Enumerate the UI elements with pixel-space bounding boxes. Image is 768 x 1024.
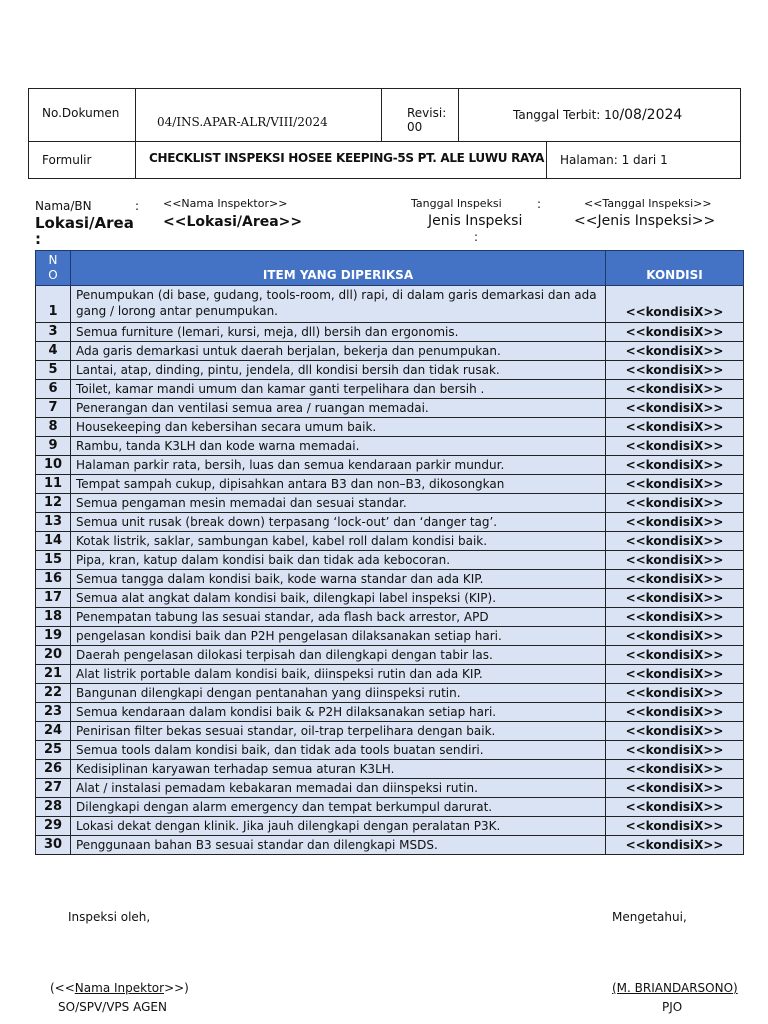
row-number: 30 [36,836,71,855]
row-number: 29 [36,817,71,836]
table-row [36,779,744,798]
row-item: Lantai, atap, dinding, pintu, jendela, dll kondisi bersih dan tidak rusak. [71,361,606,380]
row-condition: <<kondisiX>> [606,684,744,703]
row-item: Kotak listrik, saklar, sambungan kabel, kabel roll dalam kondisi baik. [71,532,606,551]
row-condition: <<kondisiX>> [606,532,744,551]
row-number: 5 [36,361,71,380]
row-item: pengelasan kondisi baik dan P2H pengelasan dilaksanakan setiap hari. [71,627,606,646]
date-colon: : [537,197,542,211]
doc-number-cell [135,89,381,141]
row-number: 20 [36,646,71,665]
inspector-name: Nama Inpektor [74,981,165,995]
table-row [36,551,744,570]
row-item: Semua tools dalam kondisi baik, dan tidak ada tools buatan sendiri. [71,741,606,760]
table-row [36,456,744,475]
row-item: Penggunaan bahan B3 sesuai standar dan dilengkapi MSDS. [71,836,606,855]
doc-label: No.Dokumen [42,106,120,120]
table-row [36,532,744,551]
row-condition: <<kondisiX>> [606,361,744,380]
row-item: Alat / instalasi pemadam kebakaran memadai dan diinspeksi rutin. [71,779,606,798]
row-number: 16 [36,570,71,589]
row-item: Halaman parkir rata, bersih, luas dan semua kendaraan parkir mundur. [71,456,606,475]
row-number: 11 [36,475,71,494]
row-condition: <<kondisiX>> [606,589,744,608]
document-header [28,88,741,179]
row-condition: <<kondisiX>> [606,437,744,456]
row-condition: <<kondisiX>> [606,475,744,494]
inspector-role: SO/SPV/VPS AGEN [58,1000,167,1014]
row-item: Lokasi dekat dengan klinik. Jika jauh dilengkapi dengan peralatan P3K. [71,817,606,836]
row-item: Penempatan tabung las sesuai standar, ada flash back arrestor, APD [71,608,606,627]
location-colon: : [35,230,41,248]
row-number: 28 [36,798,71,817]
name-label: Nama/BN [35,199,92,213]
table-row [36,722,744,741]
row-number: 6 [36,380,71,399]
table-row [36,323,744,342]
row-number: 23 [36,703,71,722]
form-label: Formulir [42,153,92,167]
row-item: Semua kendaraan dalam kondisi baik & P2H dilaksanakan setiap hari. [71,703,606,722]
row-item: Rambu, tanda K3LH dan kode warna memadai. [71,437,606,456]
row-number: 10 [36,456,71,475]
row-number: 4 [36,342,71,361]
table-row [36,380,744,399]
header-row-1 [29,89,740,142]
row-condition: <<kondisiX>> [606,494,744,513]
table-row [36,513,744,532]
col-condition-header: KONDISI [606,251,744,286]
issue-date-cell [458,89,742,141]
row-condition: <<kondisiX>> [606,836,744,855]
table-row [36,342,744,361]
row-condition: <<kondisiX>> [606,323,744,342]
row-condition: <<kondisiX>> [606,380,744,399]
col-item-header: ITEM YANG DIPERIKSA [71,251,606,286]
row-item: Alat listrik portable dalam kondisi baik, diinspeksi rutin dan ada KIP. [71,665,606,684]
header-row-2 [29,141,740,179]
doc-label-cell [29,89,135,141]
row-number: 25 [36,741,71,760]
table-row [36,475,744,494]
row-number: 24 [36,722,71,741]
table-row [36,741,744,760]
row-condition: <<kondisiX>> [606,646,744,665]
row-condition: <<kondisiX>> [606,456,744,475]
row-condition: <<kondisiX>> [606,703,744,722]
table-row [36,684,744,703]
row-item: Kedisiplinan karyawan terhadap semua aturan K3LH. [71,760,606,779]
row-item: Dilengkapi dengan alarm emergency dan tempat berkumpul darurat. [71,798,606,817]
row-number: 27 [36,779,71,798]
location-label: Lokasi/Area [35,214,134,232]
revision-cell [381,89,458,141]
row-condition: <<kondisiX>> [606,798,744,817]
row-item: Bangunan dilengkapi dengan pentanahan yang diinspeksi rutin. [71,684,606,703]
table-row [36,627,744,646]
table-row [36,361,744,380]
row-condition: <<kondisiX>> [606,627,744,646]
row-number: 26 [36,760,71,779]
table-row [36,570,744,589]
row-item: Penumpukan (di base, gudang, tools-room, dll) rapi, di dalam garis demarkasi dan ada gang / lorong antar penumpukan. [71,286,606,323]
row-number: 19 [36,627,71,646]
page-number: Halaman: 1 dari 1 [560,153,668,167]
inspected-by-label: Inspeksi oleh, [68,910,151,924]
col-no-header: N O [36,251,71,286]
row-number: 1 [36,286,71,323]
table-row [36,437,744,456]
table-row [36,589,744,608]
row-item: Semua pengaman mesin memadai dan sesuai standar. [71,494,606,513]
row-condition: <<kondisiX>> [606,551,744,570]
approver-name: (M. BRIANDARSONO) [612,981,738,995]
row-number: 21 [36,665,71,684]
table-row [36,798,744,817]
row-item: Semua alat angkat dalam kondisi baik, dilengkapi label inspeksi (KIP). [71,589,606,608]
row-number: 15 [36,551,71,570]
table-row [36,646,744,665]
revision: Revisi: 00 [407,106,447,134]
row-condition: <<kondisiX>> [606,741,744,760]
table-row [36,760,744,779]
date-label: Tanggal Inspeksi [411,197,502,210]
location-value: <<Lokasi/Area>> [163,214,303,230]
form-title-cell [135,141,546,179]
table-row [36,418,744,437]
row-condition: <<kondisiX>> [606,779,744,798]
row-item: Pipa, kran, katup dalam kondisi baik dan tidak ada kebocoran. [71,551,606,570]
type-colon: : [474,230,479,244]
row-number: 17 [36,589,71,608]
row-item: Tempat sampah cukup, dipisahkan antara B3 dan non–B3, dikosongkan [71,475,606,494]
row-item: Semua unit rusak (break down) terpasang ‘lock-out’ dan ‘danger tag’. [71,513,606,532]
row-number: 9 [36,437,71,456]
table-row [36,286,744,323]
approver-role: PJO [662,1000,683,1014]
checklist-table [35,250,744,855]
row-number: 7 [36,399,71,418]
table-row [36,494,744,513]
doc-number: 04/INS.APAR-ALR/VIII/2024 [157,115,328,129]
row-number: 8 [36,418,71,437]
table-row [36,608,744,627]
row-condition: <<kondisiX>> [606,570,744,589]
table-header-row [36,251,744,286]
row-condition: <<kondisiX>> [606,608,744,627]
row-condition: <<kondisiX>> [606,760,744,779]
row-condition: <<kondisiX>> [606,665,744,684]
row-condition: <<kondisiX>> [606,286,744,323]
type-value: <<Jenis Inspeksi>> [574,213,716,229]
row-item: Ada garis demarkasi untuk daerah berjalan, bekerja dan penumpukan. [71,342,606,361]
row-item: Penerangan dan ventilasi semua area / ruangan memadai. [71,399,606,418]
row-number: 13 [36,513,71,532]
name-value: <<Nama Inspektor>> [163,197,288,210]
table-row [36,665,744,684]
row-condition: <<kondisiX>> [606,722,744,741]
row-condition: <<kondisiX>> [606,513,744,532]
row-condition: <<kondisiX>> [606,418,744,437]
name-colon: : [135,199,140,213]
row-number: 12 [36,494,71,513]
row-number: 3 [36,323,71,342]
table-row [36,817,744,836]
row-condition: <<kondisiX>> [606,399,744,418]
date-value: <<Tanggal Inspeksi>> [584,197,712,210]
form-label-cell [29,141,135,179]
type-label: Jenis Inspeksi [428,213,523,229]
row-condition: <<kondisiX>> [606,342,744,361]
table-row [36,703,744,722]
inspector-signature: (<<Nama Inpektor>>) [50,981,189,995]
table-row [36,399,744,418]
row-item: Toilet, kamar mandi umum dan kamar ganti terpelihara dan bersih . [71,380,606,399]
row-number: 18 [36,608,71,627]
row-item: Penirisan filter bekas sesuai standar, oil-trap terpelihara dengan baik. [71,722,606,741]
page-cell [546,141,742,179]
issue-date: Tanggal Terbit: 10/08/2024 [513,107,683,123]
row-number: 22 [36,684,71,703]
form-title: CHECKLIST INSPEKSI HOSEE KEEPING-5S PT. ALE LUWU RAYA [149,151,545,165]
row-condition: <<kondisiX>> [606,817,744,836]
row-number: 14 [36,532,71,551]
row-item: Semua tangga dalam kondisi baik, kode warna standar dan ada KIP. [71,570,606,589]
table-row [36,836,744,855]
row-item: Daerah pengelasan dilokasi terpisah dan dilengkapi dengan tabir las. [71,646,606,665]
row-item: Housekeeping dan kebersihan secara umum baik. [71,418,606,437]
acknowledged-label: Mengetahui, [612,910,687,924]
row-item: Semua furniture (lemari, kursi, meja, dll) bersih dan ergonomis. [71,323,606,342]
